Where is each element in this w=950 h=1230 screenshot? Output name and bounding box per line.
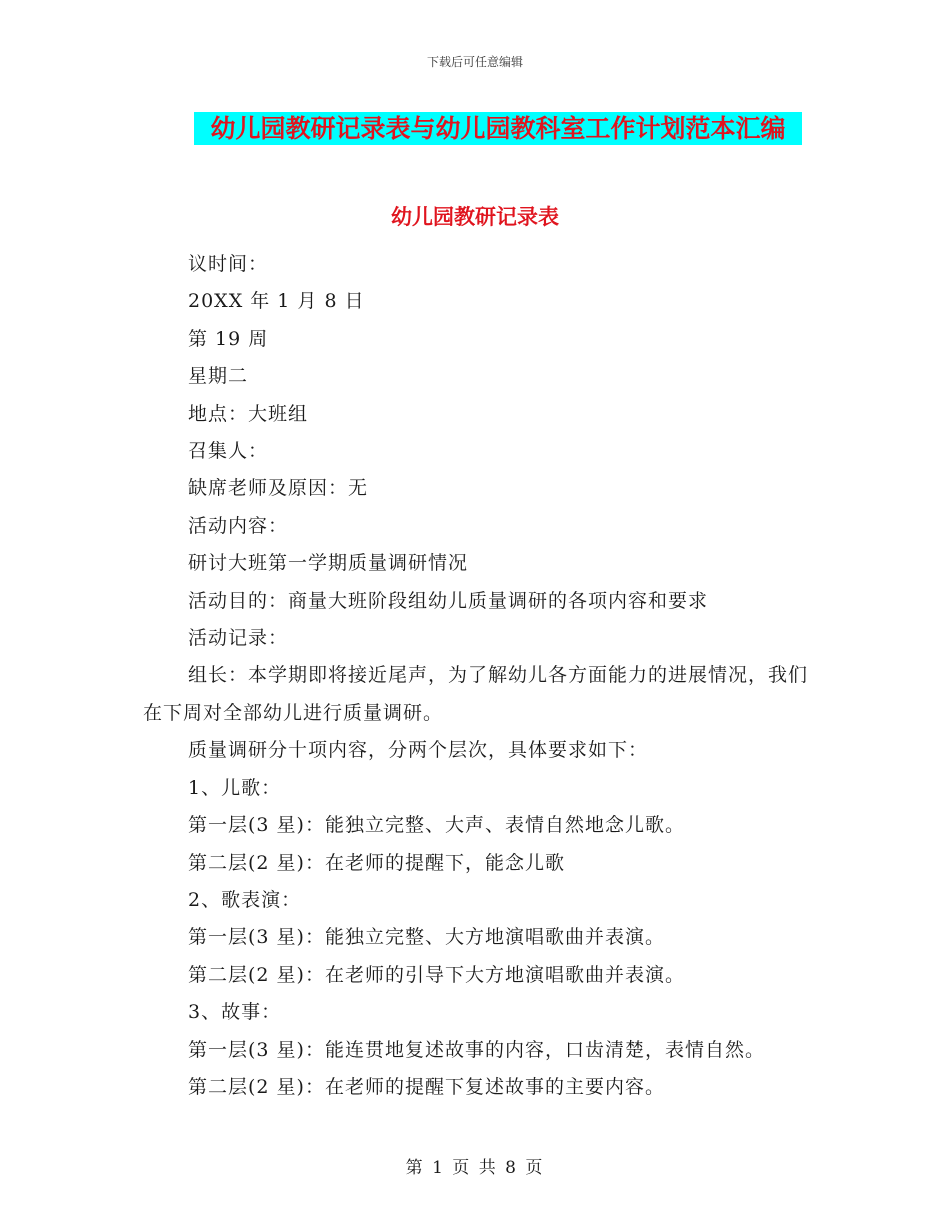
body-line-meeting-time: 议时间： [188,253,269,275]
body-line-convener: 召集人： [188,440,269,463]
body-line-activity-record-label: 活动记录： [188,627,289,650]
body-line-weekday: 星期二 [188,365,249,388]
document-title: 幼儿园教研记录表与幼儿园教科室工作计划范本汇编 [194,112,802,145]
body-line-item-3-level-2: 第二层(2 星)：在老师的提醒下复述故事的主要内容。 [188,1075,665,1098]
body-line-item-3-level-1: 第一层(3 星)：能连贯地复述故事的内容，口齿清楚，表情自然。 [188,1038,765,1061]
body-line-date: 20XX 年 1 月 8 日 [188,290,365,313]
body-line-week: 第 19 周 [188,327,269,350]
body-line-item-3: 3、故事： [188,1001,282,1024]
body-line-item-2-level-1: 第一层(3 星)：能独立完整、大方地演唱歌曲并表演。 [188,926,665,949]
body-line-location: 地点：大班组 [188,402,309,425]
page-footer: 第 1 页 共 8 页 [405,1158,545,1178]
body-line-activity-purpose: 活动目的：商量大班阶段组幼儿质量调研的各项内容和要求 [188,589,709,612]
header-note: 下载后可任意编辑 [426,55,523,69]
body-line-item-1-level-2: 第二层(2 星)：在老师的提醒下，能念儿歌 [188,851,565,874]
document-body [143,246,815,1106]
body-line-item-1: 1、儿歌： [188,776,282,799]
body-line-survey-intro: 质量调研分十项内容，分两个层次，具体要求如下： [188,739,649,762]
body-line-item-2-level-2: 第二层(2 星)：在老师的引导下大方地演唱歌曲并表演。 [188,963,685,986]
body-line-activity-content-label: 活动内容： [188,514,289,537]
section-title: 幼儿园教研记录表 [391,205,559,229]
body-line-activity-content: 研讨大班第一学期质量调研情况 [188,552,469,575]
body-line-item-1-level-1: 第一层(3 星)：能独立完整、大声、表情自然地念儿歌。 [188,814,685,837]
body-line-absentees: 缺席老师及原因：无 [188,477,369,500]
body-paragraph-group-leader: 组长：本学期即将接近尾声，为了解幼儿各方面能力的进展情况，我们在下周对全部幼儿进行质量调研。 [143,664,809,724]
body-line-item-2: 2、歌表演： [188,888,302,911]
